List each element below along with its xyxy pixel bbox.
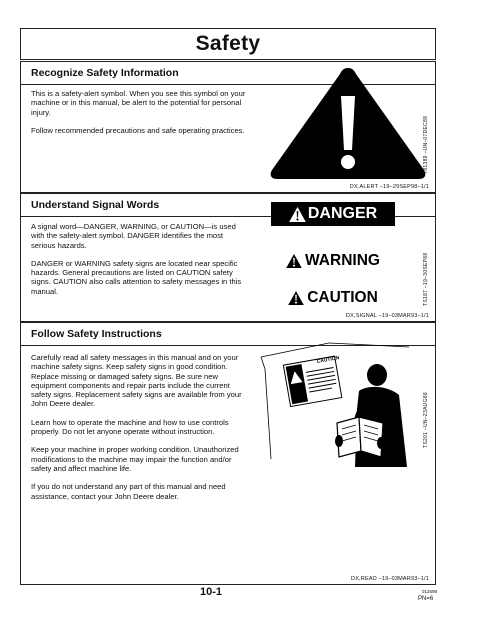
paragraph: This is a safety-alert symbol. When you see this symbol on your machine or in this manual, be alert to the potential for personal injury. bbox=[31, 89, 246, 117]
warning-alert-icon bbox=[286, 254, 302, 268]
section-body bbox=[31, 222, 246, 305]
danger-alert-icon bbox=[289, 207, 306, 222]
document-reference: DX,SIGNAL –19–03MAR93–1/1 bbox=[345, 313, 429, 319]
page-number: 10-1 bbox=[200, 586, 223, 598]
safety-alert-icon bbox=[268, 66, 428, 180]
danger-label: DANGER bbox=[307, 205, 378, 222]
paragraph: DANGER or WARNING safety signs are located near specific hazards. General precautions are listed on CAUTION safety signs. CAUTION also calls attention to safety messages in this manual. bbox=[31, 258, 242, 296]
section-heading: Recognize Safety Information bbox=[31, 67, 179, 79]
paragraph: Keep your machine in proper working condition. Unauthorized modifications to the machine may impair the function and/or safety and affect machine life. bbox=[31, 445, 239, 473]
paragraph: A signal word—DANGER, WARNING, or CAUTION—is used with the safety-alert symbol. DANGER identifies the most serious hazards. bbox=[31, 222, 236, 250]
document-reference: DX,READ –19–03MAR93–1/1 bbox=[351, 576, 429, 582]
figure-reference: TS187 –19–30SEP88 bbox=[423, 252, 429, 306]
footer-code: 012598 bbox=[422, 589, 438, 594]
section-heading: Follow Safety Instructions bbox=[31, 328, 162, 340]
page-title-box bbox=[20, 28, 436, 60]
paragraph: If you do not understand any part of this manual and need assistance, contact your John Deere dealer. bbox=[31, 482, 226, 501]
paragraph: Carefully read all safety messages in this manual and on your machine safety signs. Keep safety signs in good condition. Replace missing or damaged safety signs. Be sure new equipment components and repair parts include the current safety signs. Replacement safety signs are available from your John Deere dealer. bbox=[31, 353, 242, 409]
section-signal-words bbox=[20, 193, 436, 322]
section-follow-instructions bbox=[20, 322, 436, 585]
footer-pn: PN=6 bbox=[418, 596, 434, 602]
section-body bbox=[31, 89, 246, 144]
paragraph: Follow recommended precautions and safe operating practices. bbox=[31, 125, 245, 135]
danger-sign bbox=[271, 202, 395, 226]
section-body bbox=[31, 353, 246, 510]
paragraph: Learn how to operate the machine and how to use controls properly. Do not let anyone operate without instruction. bbox=[31, 417, 229, 437]
caution-sign bbox=[283, 287, 383, 309]
sign-caution-label: CAUTION bbox=[316, 355, 340, 365]
caution-label: CAUTION bbox=[307, 289, 378, 306]
section-recognize-safety bbox=[20, 61, 436, 193]
warning-label: WARNING bbox=[305, 252, 380, 269]
figure-reference: T81389 –UN–07DEC88 bbox=[423, 115, 429, 174]
figure-reference: TS201 –UN–23AUG88 bbox=[423, 392, 429, 448]
page-title: Safety bbox=[195, 32, 261, 55]
section-heading: Understand Signal Words bbox=[31, 199, 160, 211]
warning-sign bbox=[283, 250, 383, 272]
caution-alert-icon bbox=[288, 291, 304, 305]
document-reference: DX,ALERT –19–29SEP98–1/1 bbox=[349, 184, 429, 190]
person-reading-illustration bbox=[259, 339, 421, 469]
